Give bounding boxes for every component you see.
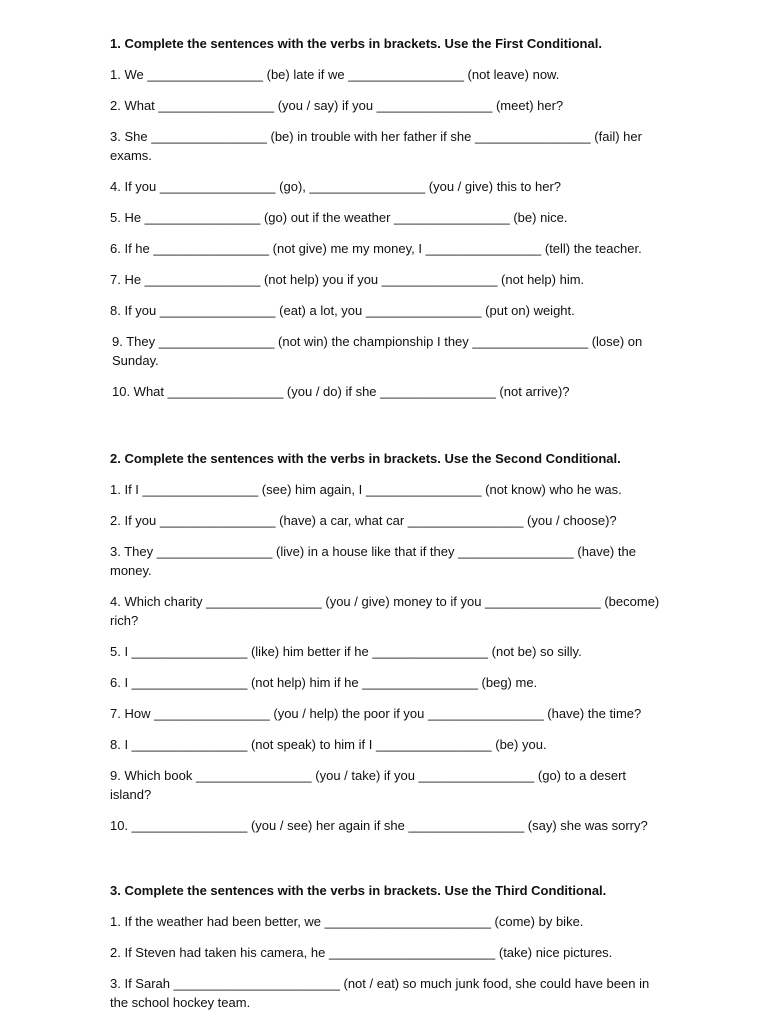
exercise-item: 6. I ________________ (not help) him if he ________________ (beg) me.: [110, 675, 538, 690]
section-second-conditional: [110, 449, 662, 835]
exercise-item: 10. What ________________ (you / do) if she ________________ (not arrive)?: [112, 384, 570, 399]
section-title: 1. Complete the sentences with the verbs in brackets. Use the First Conditional.: [110, 36, 602, 51]
exercise-item: 2. If Steven had taken his camera, he _______________________ (take) nice pictures.: [110, 945, 613, 960]
section-title: 3. Complete the sentences with the verbs in brackets. Use the Third Conditional.: [110, 883, 607, 898]
exercise-item: 4. If you ________________ (go), ________________ (you / give) this to her?: [110, 179, 562, 194]
exercise-item: 2. What ________________ (you / say) if you ________________ (meet) her?: [110, 98, 564, 113]
section-first-conditional: [110, 34, 662, 401]
exercise-item: 2. If you ________________ (have) a car, what car ________________ (you / choose)?: [110, 513, 617, 528]
exercise-item: 7. How ________________ (you / help) the poor if you ________________ (have) the time?: [110, 706, 642, 721]
exercise-item: 1. If the weather had been better, we _______________________ (come) by bike.: [110, 914, 584, 929]
exercise-item: 7. He ________________ (not help) you if you ________________ (not help) him.: [110, 272, 585, 287]
exercise-item: 3. If Sarah _______________________ (not / eat) so much junk food, she could have been in the school hockey team.: [110, 976, 650, 1010]
exercise-item: 8. If you ________________ (eat) a lot, you ________________ (put on) weight.: [110, 303, 575, 318]
section-title: 2. Complete the sentences with the verbs in brackets. Use the Second Conditional.: [110, 451, 621, 466]
exercise-item: 9. They ________________ (not win) the championship I they ________________ (lose) on Sunday.: [112, 334, 643, 368]
section-third-conditional: [110, 881, 662, 1012]
worksheet: [110, 34, 662, 1024]
exercise-item: 6. If he ________________ (not give) me my money, I ________________ (tell) the teacher.: [110, 241, 642, 256]
exercise-item: 5. He ________________ (go) out if the weather ________________ (be) nice.: [110, 210, 568, 225]
exercise-item: 8. I ________________ (not speak) to him if I ________________ (be) you.: [110, 737, 547, 752]
exercise-item: 9. Which book ________________ (you / take) if you ________________ (go) to a desert island?: [110, 768, 627, 802]
exercise-item: 3. She ________________ (be) in trouble with her father if she ________________ (fail) her exams.: [110, 129, 642, 163]
exercise-item: 4. Which charity ________________ (you / give) money to if you ________________ (become) rich?: [110, 594, 660, 628]
exercise-item: 3. They ________________ (live) in a house like that if they ________________ (have) the money.: [110, 544, 636, 578]
exercise-item: 5. I ________________ (like) him better if he ________________ (not be) so silly.: [110, 644, 582, 659]
exercise-item: 1. We ________________ (be) late if we ________________ (not leave) now.: [110, 67, 560, 82]
exercise-item: 10. ________________ (you / see) her again if she ________________ (say) she was sorry?: [110, 818, 648, 833]
exercise-item: 1. If I ________________ (see) him again, I ________________ (not know) who he was.: [110, 482, 622, 497]
